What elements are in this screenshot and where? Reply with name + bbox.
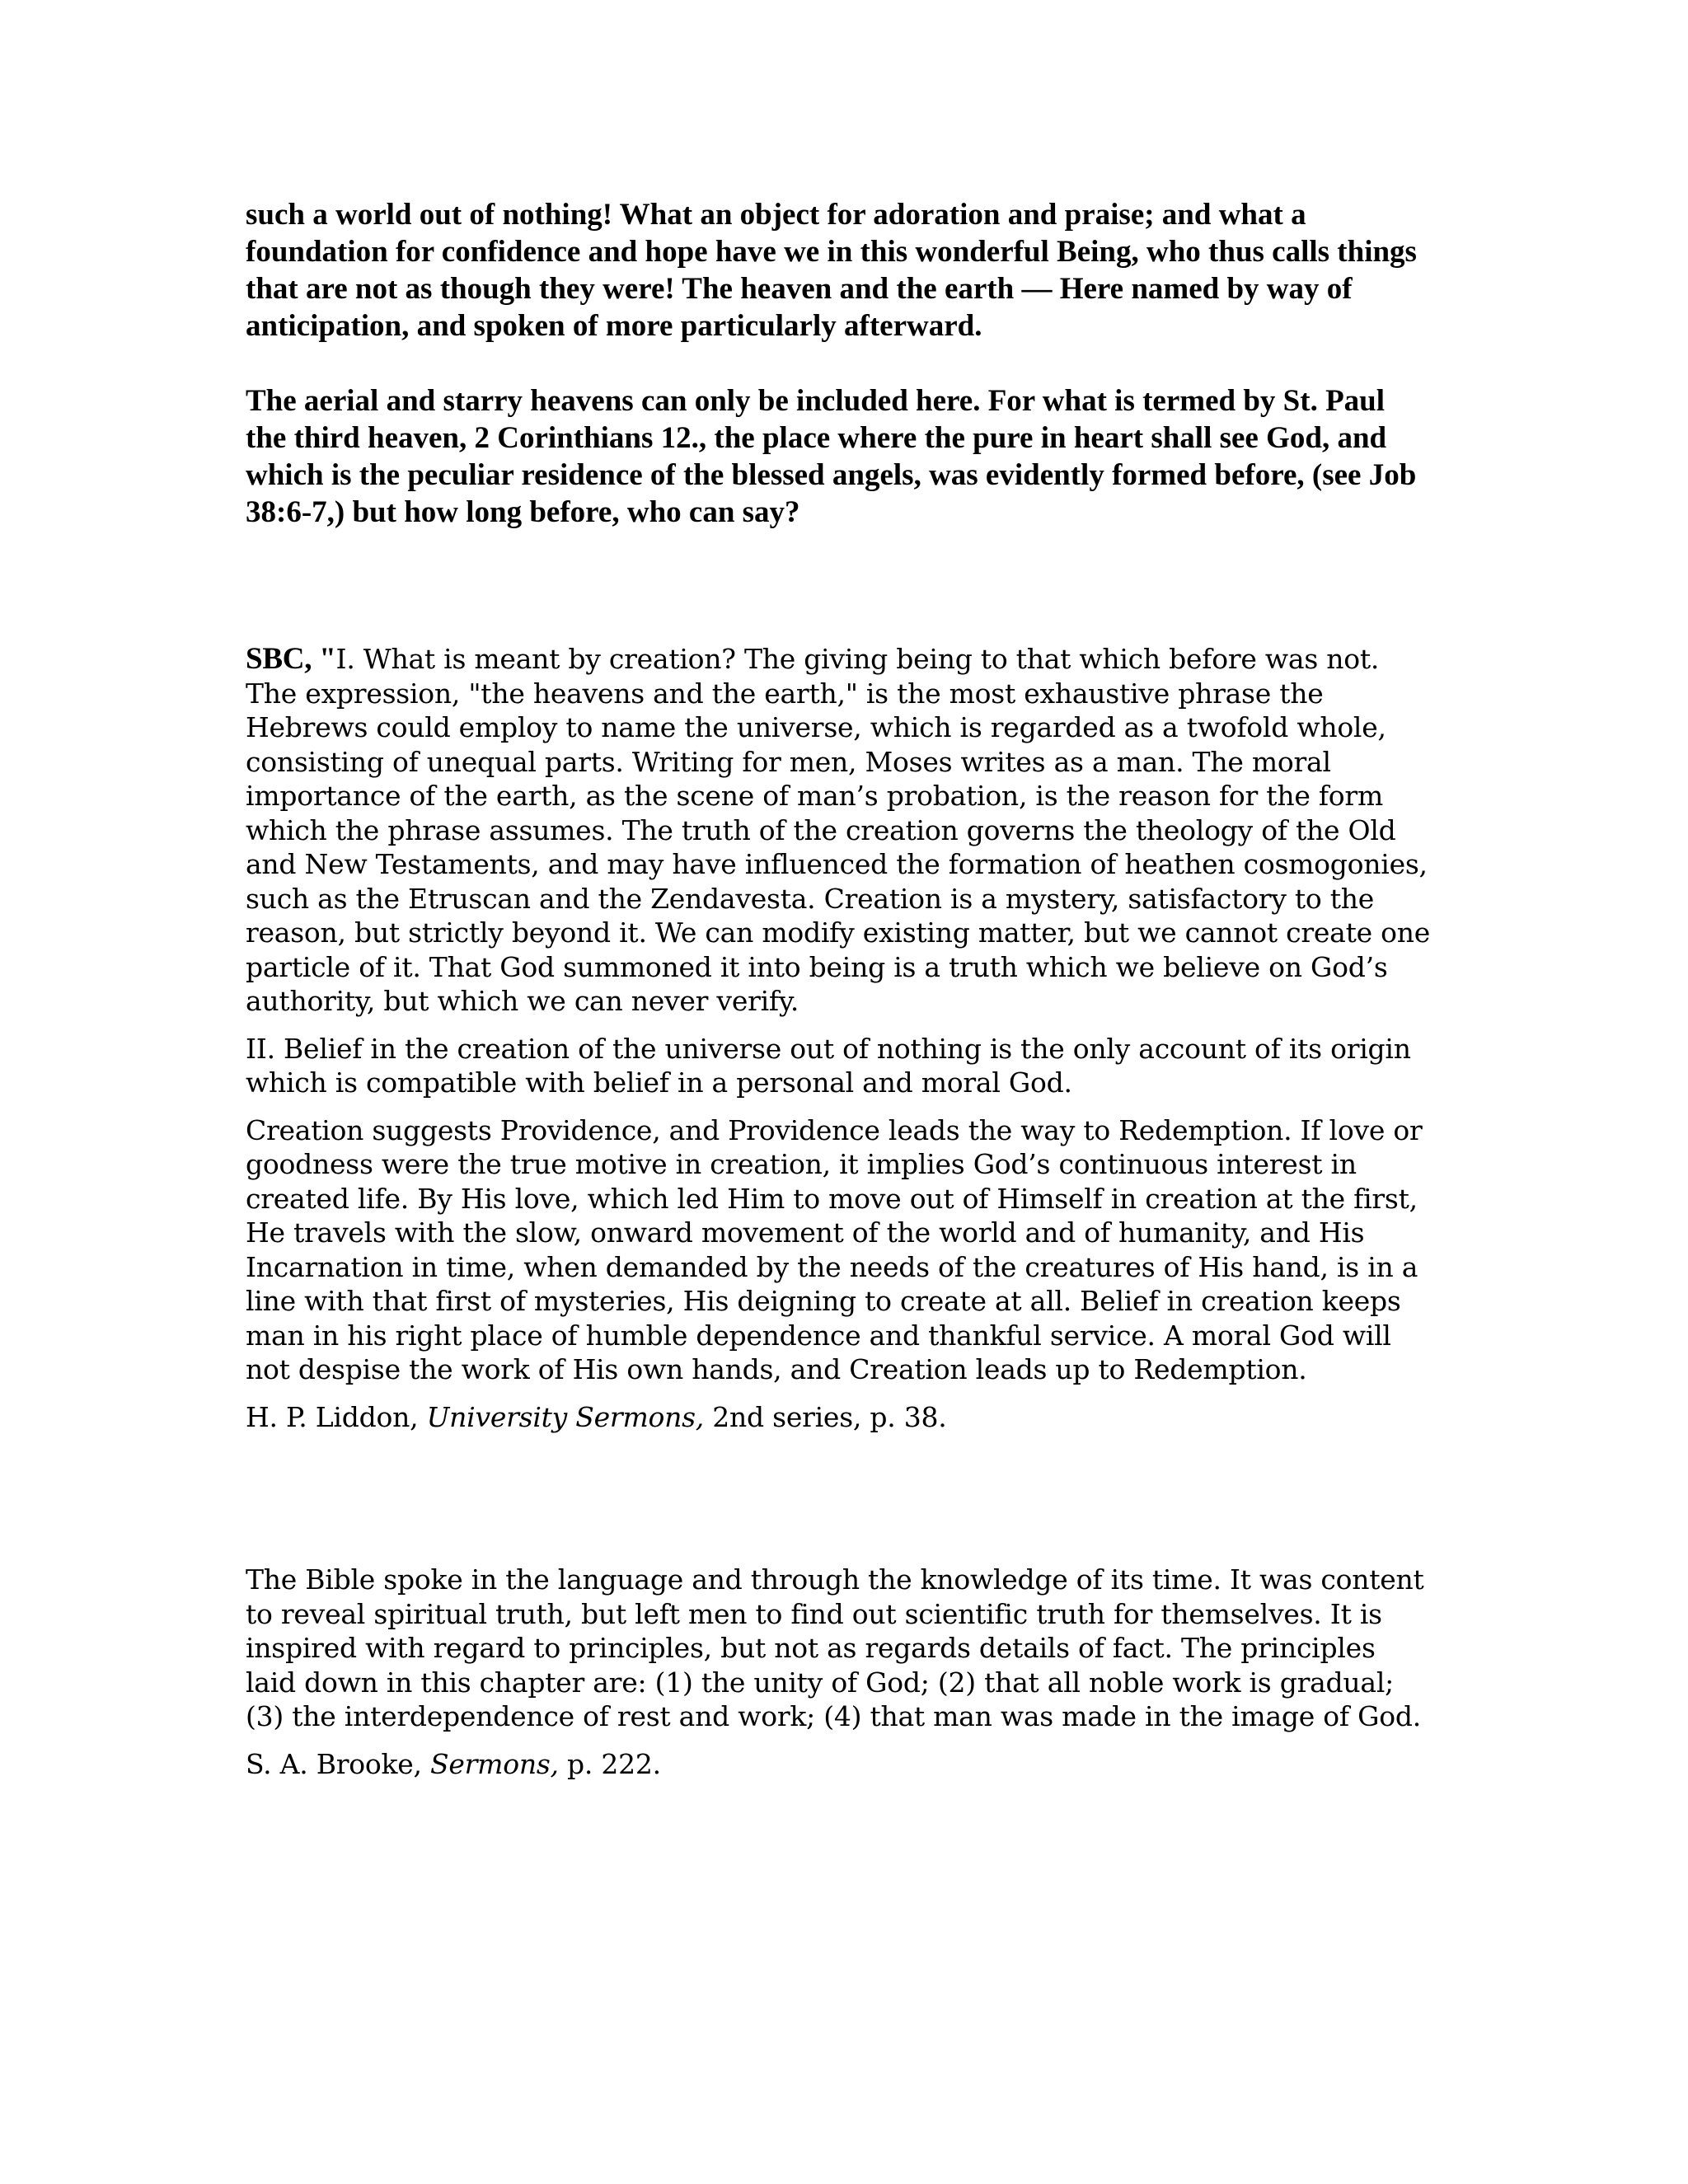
sbc-paragraph-1 <box>246 642 1432 1019</box>
citation-details: 2nd series, p. 38. <box>704 1400 947 1433</box>
brooke-paragraph: The Bible spoke in the language and through the knowledge of its time. It was content to reveal spiritual truth, but left men to find out scientific truth for themselves. It is inspired with regard to principles, but not as regards details of fact. The principles laid down in this chapter are: (1) the unity of God; (2) that all noble work is gradual; (3) the interdependence of rest and work; (4) that man was made in the image of God. <box>246 1563 1424 1732</box>
page-content <box>246 196 1432 1794</box>
sbc-lead: SBC, " <box>246 642 336 676</box>
spacer <box>246 1447 1432 1563</box>
spacer <box>246 531 1432 642</box>
spacer <box>246 344 1432 382</box>
citation-details: p. 222. <box>558 1747 661 1780</box>
citation-brooke <box>246 1747 1432 1782</box>
commentary-paragraph-1: such a world out of nothing! What an object for adoration and praise; and what a foundation for confidence and hope have we in this wonderful Being, who thus calls things that are not as though they were! The heaven and the earth — Here named by way of anticipation, and spoken of more particularly afterward. <box>246 198 1417 343</box>
citation-liddon <box>246 1400 1432 1435</box>
citation-author: H. P. Liddon, <box>246 1400 427 1433</box>
sbc-paragraph-1-text: I. What is meant by creation? The giving being to that which before was not. The expression, "the heavens and the earth," is the most exhaustive phrase the Hebrews could employ to name the universe, which is regarded as a twofold whole, consisting of unequal parts. Writing for men, Moses writes as a man. The moral importance of the earth, as the scene of man’s probation, is the reason for the form which the phrase assumes. The truth of the creation governs the theology of the Old and New Testaments, and may have influenced the formation of heathen cosmogonies, such as the Etruscan and the Zendavesta. Creation is a mystery, satisfactory to the reason, but strictly beyond it. We can modify existing matter, but we cannot create one particle of it. That God summoned it into being is a truth which we believe on God’s authority, but which we can never verify. <box>246 643 1431 1017</box>
citation-title: Sermons, <box>430 1747 559 1780</box>
sbc-paragraph-3: Creation suggests Providence, and Providence leads the way to Redemption. If love or goodness were the true motive in creation, it implies God’s continuous interest in created life. By His love, which led Him to move out of Himself in creation at the first, He travels with the slow, onward movement of the world and of humanity, and His Incarnation in time, when demanded by the needs of the creatures of His hand, is in a line with that first of mysteries, His deigning to create at all. Belief in creation keeps man in his right place of humble dependence and thankful service. A moral God will not despise the work of His own hands, and Creation leads up to Redemption. <box>246 1113 1423 1385</box>
citation-author: S. A. Brooke, <box>246 1747 430 1780</box>
citation-title: University Sermons, <box>426 1400 705 1433</box>
sbc-paragraph-2: II. Belief in the creation of the universe out of nothing is the only account of its origin which is compatible with belief in a personal and moral God. <box>246 1032 1411 1099</box>
commentary-paragraph-2: The aerial and starry heavens can only be included here. For what is termed by St. Paul the third heaven, 2 Corinthians 12., the place where the pure in heart shall see God, and which is the peculiar residence of the blessed angels, was evidently formed before, (see Job 38:6-7,) but how long before, who can say? <box>246 384 1417 529</box>
